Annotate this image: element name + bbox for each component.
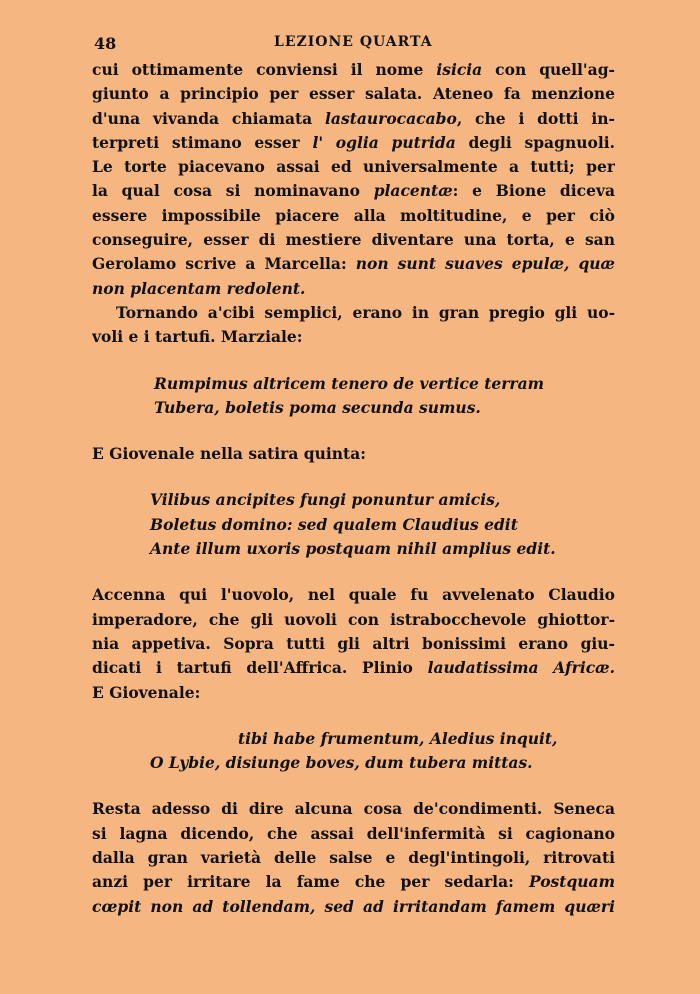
text-line: si lagna dicendo, che assai dell'infermità si cagionano — [92, 823, 615, 843]
paragraph-2: E Giovenale nella satira quinta: — [92, 444, 366, 464]
italic-text: isicia — [436, 60, 483, 79]
text-line: terpreti stimano esser l' oglia putrida degli spagnuoli. — [92, 132, 615, 152]
text-line — [92, 277, 615, 301]
text-line: cui ottimamente conviensi il nome isicia con quell'ag- — [92, 60, 615, 79]
italic-text: Postquam — [528, 872, 615, 892]
verse-line: Tubera, boletis poma secunda sumus. — [154, 397, 481, 417]
running-title: LEZIONE QUARTA — [274, 34, 433, 50]
paragraph-3 — [92, 583, 615, 704]
text-line: Accenna qui l'uovolo, nel quale fu avvelenato Claudio — [92, 585, 615, 605]
text-line — [92, 895, 615, 919]
italic-text: l' oglia putrida — [312, 132, 456, 152]
text-line: giunto a principio per esser salata. Ateneo fa menzione — [92, 84, 615, 104]
verse-giovenale-2 — [92, 727, 615, 776]
page-number: 48 — [94, 34, 117, 53]
paragraph-1 — [92, 58, 615, 350]
text-line: Gerolamo scrive a Marcella: non sunt suaves epulæ, quæ — [92, 254, 615, 274]
italic-text: non placentam redolent. — [92, 278, 306, 298]
verse-marziale — [92, 372, 615, 421]
page-header — [94, 34, 614, 58]
italic-text: cœpit non ad tollendam, sed ad irritandam famem quæri — [92, 896, 615, 916]
text-line: d'una vivanda chiamata lastaurocacabo, che i dotti in- — [92, 108, 615, 128]
verse-line: tibi habe frumentum, Aledius inquit, — [238, 728, 558, 748]
text-line: dalla gran varietà delle salse e degl'intingoli, ritrovati — [92, 848, 615, 868]
text-line: Le torte piacevano assai ed universalmente a tutti; per — [92, 157, 615, 177]
paragraph-4 — [92, 797, 615, 918]
text-line: Tornando a'cibi semplici, erano in gran pregio gli uo- — [116, 302, 615, 322]
verse-line: Boletus domino: sed qualem Claudius edit — [150, 514, 518, 534]
text-line: la qual cosa si nominavano placentæ: e Bione diceva — [92, 181, 615, 201]
text-line: Resta adesso di dire alcuna cosa de'condimenti. Seneca — [92, 799, 615, 819]
verse-line: O Lybie, disiunge boves, dum tubera mittas. — [150, 753, 533, 773]
text-line: E Giovenale: — [92, 682, 201, 702]
italic-text: placentæ — [373, 181, 453, 201]
verse-line: Ante illum uxoris postquam nihil amplius edit. — [150, 539, 556, 559]
text-line: essere impossibile piacere alla moltitudine, e per ciò — [92, 205, 615, 225]
verse-line: Vilibus ancipites fungi ponuntur amicis, — [150, 490, 501, 510]
text-line: voli e i tartufi. Marziale: — [92, 327, 303, 347]
italic-text: non sunt suaves epulæ, quæ — [355, 254, 615, 274]
text-line: conseguire, esser di mestiere diventare una torta, e san — [92, 230, 615, 250]
page-body — [92, 58, 615, 919]
text-line: anzi per irritare la fame che per sedarla: Postquam — [92, 872, 615, 892]
italic-text: laudatissima Africæ. — [427, 658, 615, 678]
italic-text: lastaurocacabo — [325, 108, 457, 128]
text-line: nia appetiva. Sopra tutti gli altri bonissimi erano giu- — [92, 633, 615, 653]
verse-line: Rumpimus altricem tenero de vertice terram — [154, 373, 545, 393]
verse-giovenale — [92, 488, 615, 561]
text-line: imperadore, che gli uovoli con istrabocchevole ghiottor- — [92, 609, 615, 629]
text-line: dicati i tartufi dell'Affrica. Plinio laudatissima Africæ. — [92, 658, 615, 678]
